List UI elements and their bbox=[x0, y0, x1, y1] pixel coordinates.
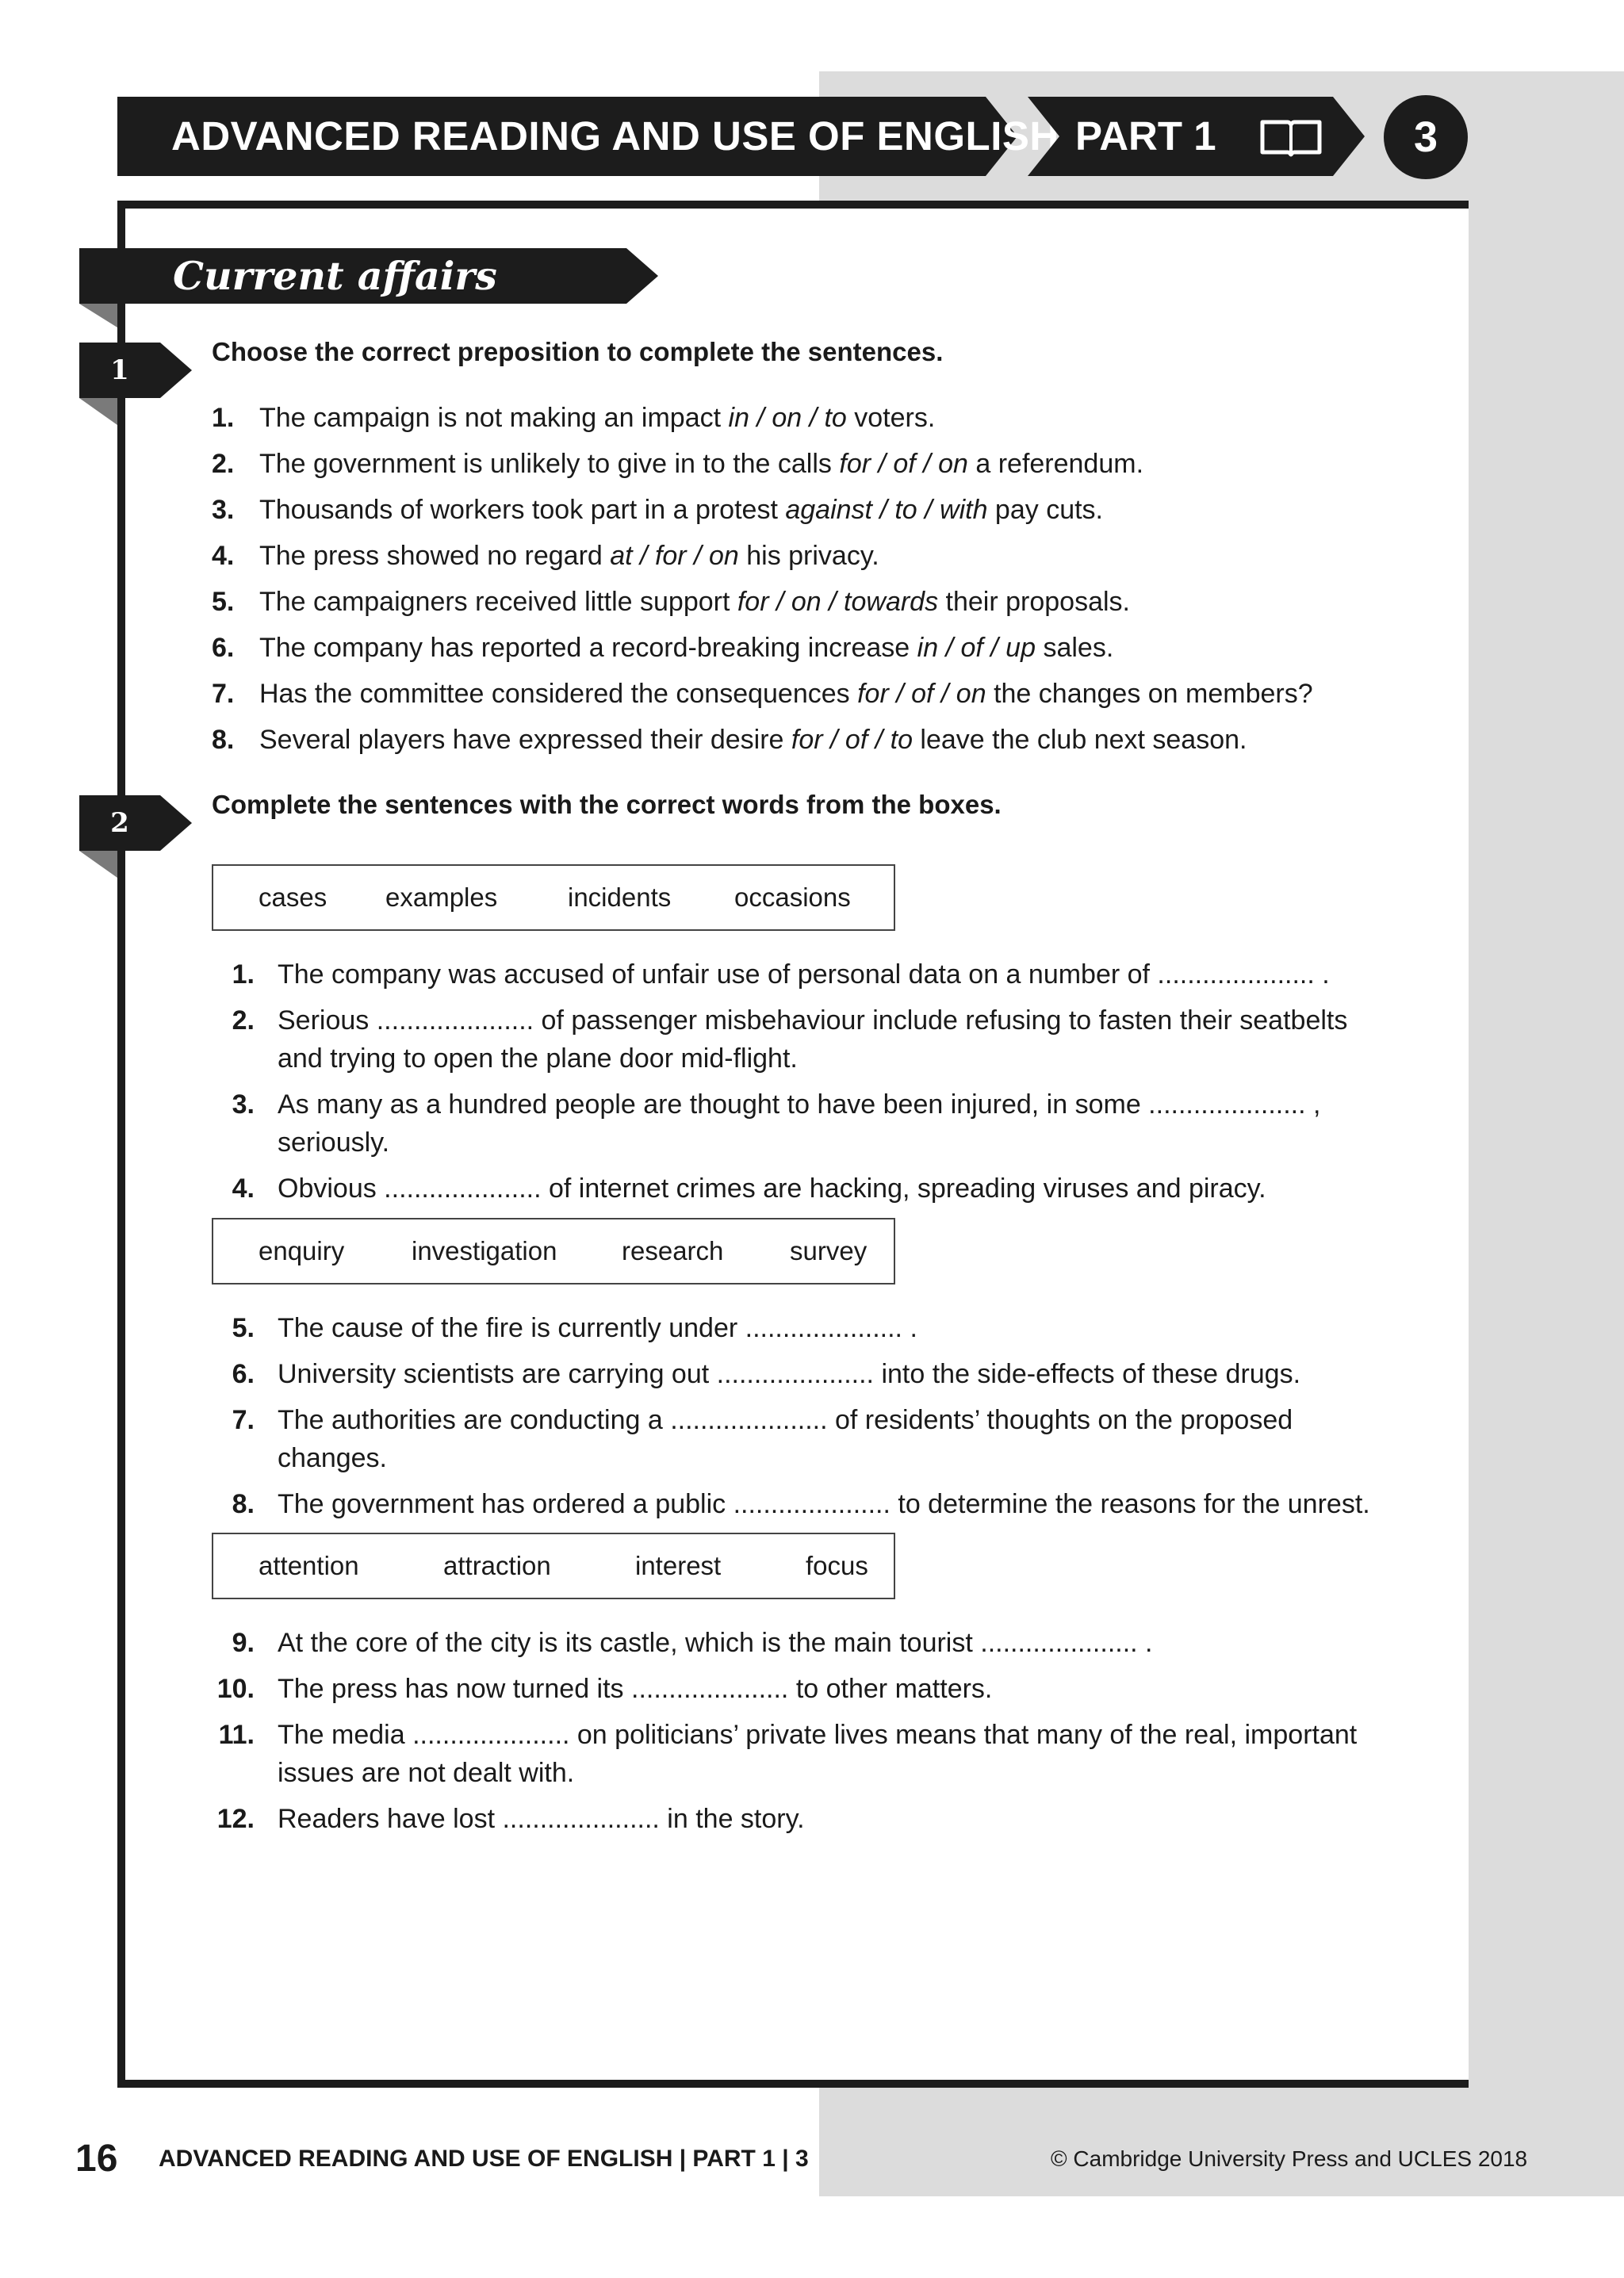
exercise-2-item bbox=[212, 1481, 1381, 1527]
ribbon-fold bbox=[79, 304, 117, 327]
item-text[interactable]: Readers have lost ..................... in the story. bbox=[278, 1804, 805, 1834]
item-text-before: The company has reported a record-breaking increase bbox=[259, 633, 917, 663]
item-text[interactable]: As many as a hundred people are thought to have been injured, in some ..................... , seriously. bbox=[278, 1089, 1321, 1158]
exercise-1-item bbox=[212, 395, 1401, 441]
item-number: 5. bbox=[212, 587, 235, 617]
exercise-2-item bbox=[212, 1305, 1381, 1351]
exercise-2-item bbox=[212, 1666, 1381, 1712]
item-text bbox=[212, 579, 1401, 625]
item-text bbox=[212, 395, 1401, 441]
page-number: 16 bbox=[75, 2138, 118, 2180]
section-title: Current affairs bbox=[173, 253, 497, 299]
exercise-1-item bbox=[212, 717, 1401, 763]
item-text[interactable]: Obvious ..................... of internet crimes are hacking, spreading viruses and piracy. bbox=[278, 1173, 1266, 1204]
item-text[interactable]: Serious ..................... of passenger misbehaviour include refusing to fasten their seatbelts and trying to open the plane door mid-flight. bbox=[278, 1005, 1348, 1074]
item-text[interactable]: The press has now turned its ..................... to other matters. bbox=[278, 1674, 993, 1704]
word-box-3 bbox=[212, 1533, 895, 1599]
exercise-2-item bbox=[212, 1620, 1381, 1666]
item-text bbox=[212, 625, 1401, 671]
preposition-options[interactable]: against / to / with bbox=[785, 495, 988, 525]
word-box-1 bbox=[212, 864, 895, 931]
exercise-2-item bbox=[212, 1796, 1381, 1842]
preposition-options[interactable]: at / for / on bbox=[610, 541, 739, 571]
banner-title: ADVANCED READING AND USE OF ENGLISH bbox=[171, 113, 1059, 159]
item-number: 7. bbox=[212, 679, 235, 709]
item-text-after: the changes on members? bbox=[986, 679, 1313, 709]
exercise-1-item bbox=[212, 533, 1401, 579]
item-number: 6. bbox=[212, 633, 235, 663]
item-number: 9. bbox=[232, 1628, 255, 1658]
exercise-2-tag-fold bbox=[79, 851, 117, 878]
exercise-1-item bbox=[212, 441, 1401, 487]
item-number: 5. bbox=[232, 1313, 255, 1343]
item-text[interactable]: The government has ordered a public ..................... to determine the reasons for the unrest. bbox=[278, 1489, 1370, 1519]
item-number: 8. bbox=[232, 1489, 255, 1519]
exercise-2-list-a bbox=[212, 951, 1381, 1212]
item-text-after: sales. bbox=[1036, 633, 1114, 663]
preposition-options[interactable]: for / of / on bbox=[857, 679, 986, 709]
exercise-1-tag-fold bbox=[79, 398, 117, 425]
preposition-options[interactable]: for / of / on bbox=[839, 449, 968, 479]
item-text-before: The government is unlikely to give in to the calls bbox=[259, 449, 840, 479]
footer-title: ADVANCED READING AND USE OF ENGLISH | PART 1 | 3 bbox=[159, 2146, 809, 2172]
word-box-item: interest bbox=[635, 1551, 722, 1580]
item-text-before: The campaign is not making an impact bbox=[259, 403, 729, 433]
item-text-before: Has the committee considered the consequences bbox=[259, 679, 858, 709]
item-number: 2. bbox=[212, 449, 235, 479]
word-box-item: focus bbox=[806, 1551, 868, 1580]
item-text-after: their proposals. bbox=[938, 587, 1130, 617]
item-number: 4. bbox=[212, 541, 235, 571]
word-box-item: research bbox=[622, 1236, 724, 1265]
word-box-item: incidents bbox=[568, 882, 672, 912]
exercise-1-item bbox=[212, 671, 1401, 717]
item-text[interactable]: University scientists are carrying out ..................... into the side-effects of these drugs. bbox=[278, 1359, 1301, 1389]
preposition-options[interactable]: for / of / to bbox=[791, 725, 913, 755]
item-text-before: The campaigners received little support bbox=[259, 587, 737, 617]
item-number: 8. bbox=[212, 725, 235, 755]
item-number: 6. bbox=[232, 1359, 255, 1389]
item-text bbox=[212, 487, 1401, 533]
item-text-after: a referendum. bbox=[967, 449, 1144, 479]
item-text bbox=[212, 441, 1401, 487]
item-number: 10. bbox=[216, 1674, 255, 1704]
exercise-1-item bbox=[212, 579, 1401, 625]
item-text[interactable]: The authorities are conducting a ..................... of residents’ thoughts on the proposed changes. bbox=[278, 1405, 1293, 1473]
exercise-1-number: 1 bbox=[110, 354, 129, 386]
preposition-options[interactable]: in / of / up bbox=[917, 633, 1036, 663]
word-box-item: occasions bbox=[734, 882, 851, 912]
exercise-2-item bbox=[212, 997, 1381, 1082]
exercise-2-instruction: Complete the sentences with the correct words from the boxes. bbox=[212, 790, 1002, 819]
exercise-2-item bbox=[212, 1351, 1381, 1397]
exercise-2-item bbox=[212, 951, 1381, 997]
exercise-2-list-b bbox=[212, 1305, 1381, 1527]
item-text bbox=[212, 717, 1401, 763]
exercise-1-instruction: Choose the correct preposition to complete the sentences. bbox=[212, 337, 944, 366]
item-text-after: leave the club next season. bbox=[912, 725, 1247, 755]
preposition-options[interactable]: in / on / to bbox=[728, 403, 847, 433]
header-banner bbox=[117, 97, 1362, 176]
preposition-options[interactable]: for / on / towards bbox=[737, 587, 939, 617]
word-box-2 bbox=[212, 1218, 895, 1284]
item-text[interactable]: The company was accused of unfair use of personal data on a number of ..................... . bbox=[278, 959, 1330, 990]
item-number: 3. bbox=[212, 495, 235, 525]
word-box-item: survey bbox=[790, 1236, 868, 1265]
item-text-before: Several players have expressed their desire bbox=[259, 725, 791, 755]
word-box-item: cases bbox=[259, 882, 327, 912]
exercise-2-item bbox=[212, 1166, 1381, 1212]
item-text bbox=[212, 533, 1401, 579]
footer-copyright: © Cambridge University Press and UCLES 2018 bbox=[1051, 2146, 1528, 2171]
exercise-1-list bbox=[212, 395, 1401, 763]
item-number: 7. bbox=[232, 1405, 255, 1435]
exercise-2-number: 2 bbox=[110, 807, 129, 839]
item-text-after: pay cuts. bbox=[987, 495, 1103, 525]
item-text[interactable]: At the core of the city is its castle, which is the main tourist ..................... . bbox=[278, 1628, 1153, 1658]
word-box-item: investigation bbox=[412, 1236, 557, 1265]
item-number: 3. bbox=[232, 1089, 255, 1120]
item-text-before: Thousands of workers took part in a protest bbox=[259, 495, 786, 525]
item-number: 1. bbox=[232, 959, 255, 990]
item-number: 2. bbox=[232, 1005, 255, 1036]
word-box-item: enquiry bbox=[259, 1236, 345, 1265]
exercise-2-list-c bbox=[212, 1620, 1381, 1842]
exercise-1-item bbox=[212, 487, 1401, 533]
word-box-item: attraction bbox=[443, 1551, 551, 1580]
exercise-1-item bbox=[212, 625, 1401, 671]
item-number: 11. bbox=[218, 1720, 255, 1750]
item-text bbox=[212, 671, 1401, 717]
open-book-icon bbox=[1259, 117, 1323, 157]
unit-number-badge: 3 bbox=[1384, 95, 1468, 179]
word-box-item: examples bbox=[385, 882, 498, 912]
item-number: 4. bbox=[232, 1173, 255, 1204]
exercise-2-item bbox=[212, 1712, 1381, 1796]
item-text[interactable]: The media ..................... on politicians’ private lives means that many of the real, important issues are not dealt with. bbox=[278, 1720, 1358, 1788]
item-text-after: voters. bbox=[846, 403, 936, 433]
item-number: 1. bbox=[212, 403, 235, 433]
item-number: 12. bbox=[216, 1804, 255, 1834]
word-box-item: attention bbox=[259, 1551, 359, 1580]
item-text-after: his privacy. bbox=[738, 541, 879, 571]
exercise-2-item bbox=[212, 1397, 1381, 1481]
banner-part-label: PART 1 bbox=[1075, 113, 1216, 159]
item-text[interactable]: The cause of the fire is currently under ..................... . bbox=[278, 1313, 917, 1343]
item-text-before: The press showed no regard bbox=[259, 541, 611, 571]
exercise-2-item bbox=[212, 1082, 1381, 1166]
